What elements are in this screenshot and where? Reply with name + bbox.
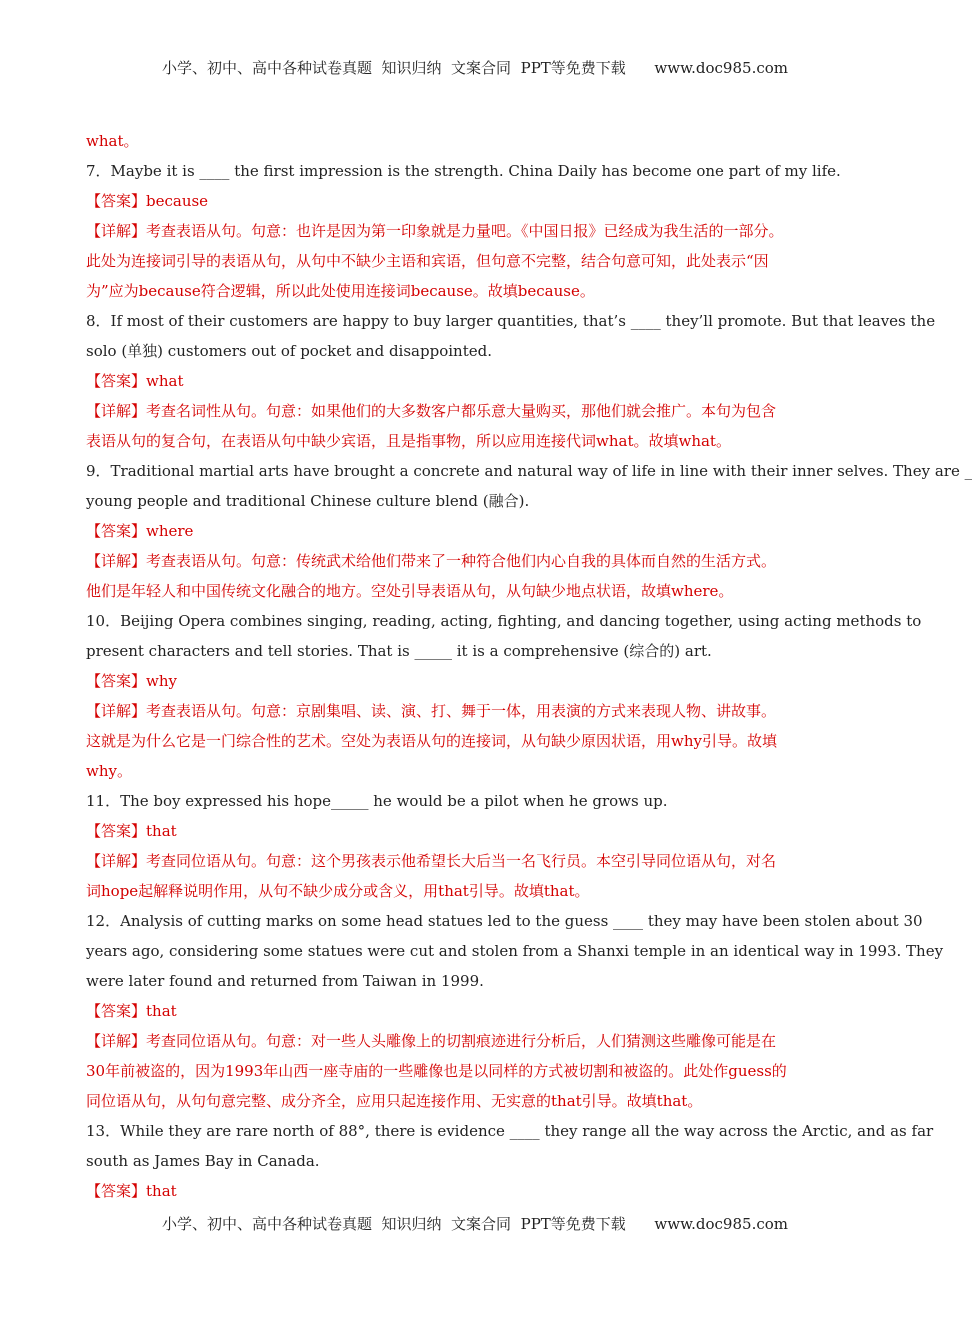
page-header: 小学、初中、高中各种试卷真题 知识归纳 文案合同 PPT等免费下载 www.doc985.com: [161, 59, 788, 77]
answer-line: 此处为连接词引导的表语从句，从句中不缺少主语和宾语，但句意不完整，结合句意可知，此处表示“因: [86, 252, 769, 270]
question-line: solo (单独) customers out of pocket and disappointed.: [86, 342, 492, 360]
answer-line: 这就是为什么它是一门综合性的艺术。空处为表语从句的连接词，从句缺少原因状语，用why引导。故填: [86, 732, 777, 750]
answer-line: 同位语从句，从句句意完整、成分齐全，应用只起连接作用、无实意的that引导。故填that。: [86, 1092, 703, 1110]
question-line: 11．The boy expressed his hope_____ he would be a pilot when he grows up.: [86, 792, 668, 810]
question-line: young people and traditional Chinese culture blend (融合).: [86, 492, 530, 510]
answer-line: 【答案】where: [86, 522, 194, 540]
answer-line: 30年前被盗的，因为1993年山西一座寺庙的一些雕像也是以同样的方式被切割和被盗的。此处作guess的: [86, 1062, 787, 1080]
question-line: years ago, considering some statues were cut and stolen from a Shanxi temple in an identical way in 1993. They: [86, 942, 944, 960]
page-footer: 小学、初中、高中各种试卷真题 知识归纳 文案合同 PPT等免费下载 www.doc985.com: [161, 1215, 788, 1233]
answer-line: 为”应为because符合逻辑，所以此处使用连接词because。故填because。: [86, 282, 595, 300]
answer-line: 【详解】考查同位语从句。句意：这个男孩表示他希望长大后当一名飞行员。本空引导同位语从句，对名: [86, 852, 777, 870]
answer-line: what。: [86, 132, 139, 150]
answer-line: 词hope起解释说明作用，从句不缺少成分或含义，用that引导。故填that。: [86, 882, 590, 900]
question-line: 13．While they are rare north of 88°, there is evidence ____ they range all the way across the Arctic, and as far: [86, 1122, 934, 1140]
answer-line: 【答案】because: [86, 192, 209, 210]
question-line: 9．Traditional martial arts have brought a concrete and natural way of life in line with their inner selves. They are _: [86, 462, 972, 480]
answer-line: 【答案】that: [86, 822, 177, 840]
question-line: 12．Analysis of cutting marks on some head statues led to the guess ____ they may have been stolen about 30: [86, 912, 923, 930]
answer-line: 【详解】考查名词性从句。句意：如果他们的大多数客户都乐意大量购买，那他们就会推广。本句为包含: [86, 402, 777, 420]
answer-line: 【详解】考查表语从句。句意：也许是因为第一印象就是力量吧。《中国日报》已经成为我生活的一部分。: [86, 222, 784, 240]
answer-line: 【详解】考查同位语从句。句意：对一些人头雕像上的切割痕迹进行分析后，人们猜测这些雕像可能是在: [86, 1032, 777, 1050]
question-line: south as James Bay in Canada.: [86, 1152, 320, 1170]
answer-line: 【答案】that: [86, 1182, 177, 1200]
question-line: present characters and tell stories. That is _____ it is a comprehensive (综合的) art.: [86, 642, 712, 660]
answer-line: 【答案】what: [86, 372, 184, 390]
question-line: 7．Maybe it is ____ the first impression is the strength. China Daily has become one part of my life.: [86, 162, 841, 180]
question-line: 8．If most of their customers are happy to buy larger quantities, that’s ____ they’ll promote. But that leaves the: [86, 312, 936, 330]
answer-line: why。: [86, 762, 132, 780]
document-body: [86, 126, 972, 1206]
answer-line: 【答案】why: [86, 672, 177, 690]
answer-line: 【详解】考查表语从句。句意：京剧集唱、读、演、打、舞于一体，用表演的方式来表现人物、讲故事。: [86, 702, 777, 720]
question-line: 10．Beijing Opera combines singing, reading, acting, fighting, and dancing together, using acting methods to: [86, 612, 922, 630]
answer-line: 【详解】考查表语从句。句意：传统武术给他们带来了一种符合他们内心自我的具体而自然的生活方式。: [86, 552, 777, 570]
answer-line: 表语从句的复合句，在表语从句中缺少宾语，且是指事物，所以应用连接代词what。故填what。: [86, 432, 731, 450]
question-line: were later found and returned from Taiwan in 1999.: [86, 972, 484, 990]
answer-line: 他们是年轻人和中国传统文化融合的地方。空处引导表语从句，从句缺少地点状语，故填where。: [86, 582, 734, 600]
answer-line: 【答案】that: [86, 1002, 177, 1020]
